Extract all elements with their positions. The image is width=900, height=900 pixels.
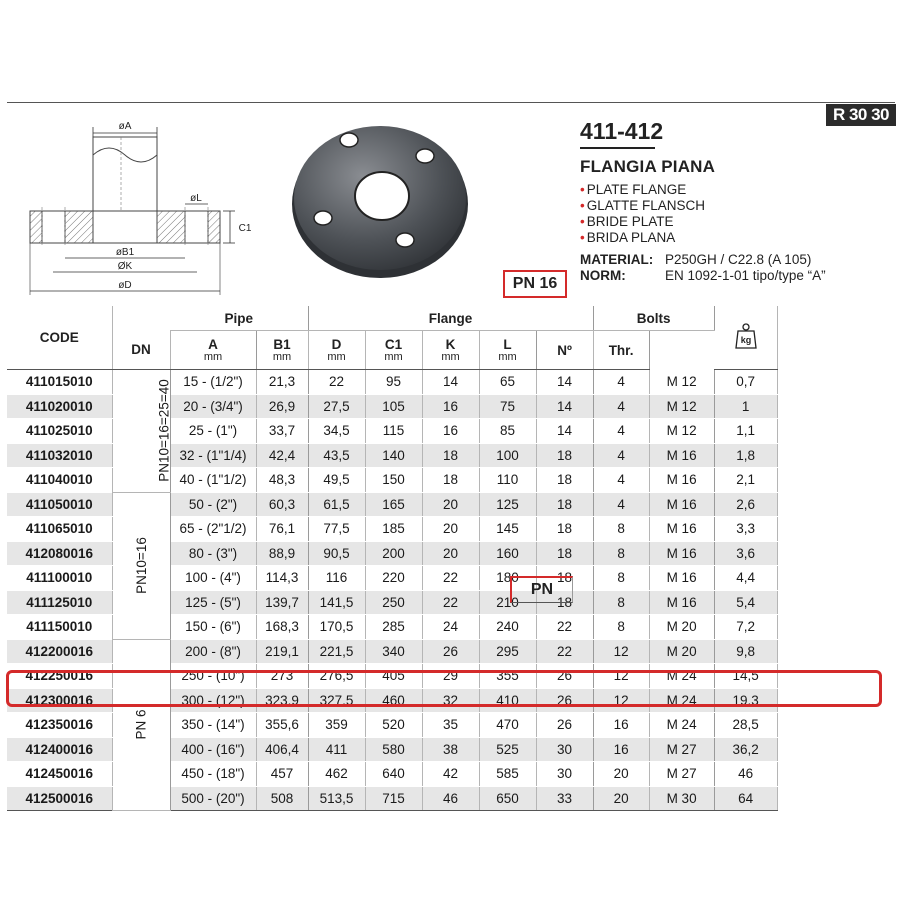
cell-d: 640 — [365, 762, 422, 787]
cell-kg: 3,3 — [714, 517, 777, 542]
cell-l: 18 — [536, 590, 593, 615]
cell-dn: 100 - (4") — [170, 566, 256, 591]
series-underline — [580, 147, 655, 149]
cell-kg: 5,4 — [714, 590, 777, 615]
cell-c1: 20 — [422, 541, 479, 566]
specification-table — [7, 306, 778, 811]
cell-kg: 7,2 — [714, 615, 777, 640]
cell-l: 18 — [536, 443, 593, 468]
translation-es: • BRIDA PLANA — [580, 230, 705, 246]
cell-d: 200 — [365, 541, 422, 566]
cell-d: 185 — [365, 517, 422, 542]
header-bolts: Bolts — [593, 306, 714, 331]
header-weight — [714, 306, 777, 370]
cell-dn: 20 - (3/4") — [170, 394, 256, 419]
cell-d: 285 — [365, 615, 422, 640]
cell-dn: 500 - (20") — [170, 786, 256, 811]
header-thr: Thr. — [593, 331, 649, 370]
catalog-badge: R 30 30 — [826, 104, 896, 126]
cell-a: 33,7 — [256, 419, 308, 444]
cell-d: 580 — [365, 737, 422, 762]
cell-c1: 42 — [422, 762, 479, 787]
cell-k: 585 — [479, 762, 536, 787]
cell-code: 411050010 — [7, 492, 112, 517]
cell-l: 22 — [536, 639, 593, 664]
cell-c1: 35 — [422, 713, 479, 738]
cell-code: 411125010 — [7, 590, 112, 615]
cell-a: 273 — [256, 664, 308, 689]
cell-thr: M 20 — [649, 639, 714, 664]
cell-b1: 221,5 — [308, 639, 365, 664]
cell-c1: 14 — [422, 370, 479, 395]
cell-no: 4 — [593, 394, 649, 419]
cell-d: 460 — [365, 688, 422, 713]
cell-b1: 327,5 — [308, 688, 365, 713]
cell-k: 85 — [479, 419, 536, 444]
cell-no: 12 — [593, 664, 649, 689]
cell-b1: 359 — [308, 713, 365, 738]
dim-a-label: øA — [118, 121, 132, 132]
cell-code: 411040010 — [7, 468, 112, 493]
cell-d: 105 — [365, 394, 422, 419]
cell-k: 145 — [479, 517, 536, 542]
cell-code: 411100010 — [7, 566, 112, 591]
cell-d: 520 — [365, 713, 422, 738]
table-row — [7, 639, 777, 664]
cell-thr: M 16 — [649, 517, 714, 542]
cell-dn: 125 - (5") — [170, 590, 256, 615]
cell-b1: 141,5 — [308, 590, 365, 615]
cell-no: 20 — [593, 762, 649, 787]
cell-b1: 411 — [308, 737, 365, 762]
cell-kg: 1,1 — [714, 419, 777, 444]
cell-dn: 200 - (8") — [170, 639, 256, 664]
cell-l: 26 — [536, 664, 593, 689]
cell-l: 14 — [536, 370, 593, 395]
cell-no: 4 — [593, 419, 649, 444]
cell-k: 75 — [479, 394, 536, 419]
cell-kg: 28,5 — [714, 713, 777, 738]
header-code: CODE — [7, 306, 112, 370]
cell-k: 525 — [479, 737, 536, 762]
cell-thr: M 16 — [649, 468, 714, 493]
cell-dn: 350 - (14") — [170, 713, 256, 738]
cell-code: 412350016 — [7, 713, 112, 738]
cell-pn-group: PN10=16 — [112, 492, 170, 639]
dim-d-label: øD — [118, 280, 132, 291]
cell-kg: 14,5 — [714, 664, 777, 689]
cell-kg: 2,1 — [714, 468, 777, 493]
cell-dn: 80 - (3") — [170, 541, 256, 566]
cell-code: 411032010 — [7, 443, 112, 468]
translation-en: • PLATE FLANGE — [580, 182, 705, 198]
cell-thr: M 16 — [649, 590, 714, 615]
cell-no: 16 — [593, 713, 649, 738]
cell-thr: M 12 — [649, 370, 714, 395]
cell-thr: M 27 — [649, 762, 714, 787]
cell-l: 30 — [536, 762, 593, 787]
cell-code: 412250016 — [7, 664, 112, 689]
cell-b1: 513,5 — [308, 786, 365, 811]
cell-thr: M 12 — [649, 394, 714, 419]
cell-a: 355,6 — [256, 713, 308, 738]
cell-kg: 46 — [714, 762, 777, 787]
cell-a: 457 — [256, 762, 308, 787]
cell-c1: 16 — [422, 394, 479, 419]
cell-code: 412200016 — [7, 639, 112, 664]
header-pipe: Pipe — [170, 306, 308, 331]
header-k: K mm — [422, 331, 479, 370]
cell-c1: 20 — [422, 517, 479, 542]
cell-k: 355 — [479, 664, 536, 689]
cell-c1: 16 — [422, 419, 479, 444]
cell-d: 95 — [365, 370, 422, 395]
cell-c1: 24 — [422, 615, 479, 640]
cell-thr: M 16 — [649, 443, 714, 468]
header-a: A mm — [170, 331, 256, 370]
cell-k: 470 — [479, 713, 536, 738]
cell-a: 21,3 — [256, 370, 308, 395]
dim-l-label: øL — [190, 193, 202, 204]
cell-pn-group: PN10=16=25=40 — [112, 370, 170, 493]
table-row — [7, 370, 777, 395]
cell-dn: 65 - (2"1/2) — [170, 517, 256, 542]
cell-b1: 61,5 — [308, 492, 365, 517]
cell-dn: 300 - (12") — [170, 688, 256, 713]
cell-kg: 0,7 — [714, 370, 777, 395]
cell-a: 42,4 — [256, 443, 308, 468]
cell-l: 33 — [536, 786, 593, 811]
cell-k: 125 — [479, 492, 536, 517]
cell-no: 8 — [593, 566, 649, 591]
cell-k: 210 — [479, 590, 536, 615]
cell-d: 150 — [365, 468, 422, 493]
cell-no: 12 — [593, 688, 649, 713]
cell-kg: 36,2 — [714, 737, 777, 762]
table-row — [7, 492, 777, 517]
cell-l: 26 — [536, 688, 593, 713]
cell-kg: 64 — [714, 786, 777, 811]
cell-no: 16 — [593, 737, 649, 762]
cell-no: 8 — [593, 615, 649, 640]
cell-a: 76,1 — [256, 517, 308, 542]
cell-code: 412300016 — [7, 688, 112, 713]
cell-b1: 27,5 — [308, 394, 365, 419]
header-l: L mm — [479, 331, 536, 370]
translation-fr: • BRIDE PLATE — [580, 214, 705, 230]
cell-b1: 43,5 — [308, 443, 365, 468]
cell-k: 65 — [479, 370, 536, 395]
cell-b1: 22 — [308, 370, 365, 395]
cell-kg: 2,6 — [714, 492, 777, 517]
cell-l: 18 — [536, 517, 593, 542]
translations-list — [580, 182, 705, 246]
cell-kg: 4,4 — [714, 566, 777, 591]
cell-kg: 1,8 — [714, 443, 777, 468]
cell-l: 18 — [536, 492, 593, 517]
cell-thr: M 16 — [649, 541, 714, 566]
cell-c1: 22 — [422, 590, 479, 615]
cell-thr: M 16 — [649, 566, 714, 591]
cell-d: 140 — [365, 443, 422, 468]
cell-d: 715 — [365, 786, 422, 811]
cell-a: 88,9 — [256, 541, 308, 566]
cell-a: 508 — [256, 786, 308, 811]
cell-l: 18 — [536, 541, 593, 566]
cell-l: 14 — [536, 394, 593, 419]
top-rule — [7, 102, 895, 103]
cell-l: 26 — [536, 713, 593, 738]
cell-b1: 170,5 — [308, 615, 365, 640]
cell-c1: 29 — [422, 664, 479, 689]
cell-a: 219,1 — [256, 639, 308, 664]
dim-k-label: ØK — [117, 261, 133, 272]
cell-thr: M 16 — [649, 492, 714, 517]
product-name: FLANGIA PIANA — [580, 157, 716, 176]
cell-b1: 90,5 — [308, 541, 365, 566]
cell-b1: 77,5 — [308, 517, 365, 542]
cell-d: 340 — [365, 639, 422, 664]
cell-dn: 150 - (6") — [170, 615, 256, 640]
header-no: Nº — [536, 331, 593, 370]
cell-d: 405 — [365, 664, 422, 689]
cell-code: 411065010 — [7, 517, 112, 542]
translation-de: • GLATTE FLANSCH — [580, 198, 705, 214]
cell-dn: 450 - (18") — [170, 762, 256, 787]
cell-no: 12 — [593, 639, 649, 664]
cell-d: 165 — [365, 492, 422, 517]
header-pn: PN — [510, 576, 573, 603]
cell-thr: M 27 — [649, 737, 714, 762]
material-label: MATERIAL: NORM: — [580, 252, 654, 283]
cell-thr: M 12 — [649, 419, 714, 444]
cell-k: 110 — [479, 468, 536, 493]
cell-dn: 25 - (1") — [170, 419, 256, 444]
cell-thr: M 30 — [649, 786, 714, 811]
cell-no: 4 — [593, 370, 649, 395]
cell-c1: 18 — [422, 443, 479, 468]
cell-c1: 32 — [422, 688, 479, 713]
cell-thr: M 20 — [649, 615, 714, 640]
cell-code: 411025010 — [7, 419, 112, 444]
cell-d: 220 — [365, 566, 422, 591]
cell-kg: 1 — [714, 394, 777, 419]
cell-k: 650 — [479, 786, 536, 811]
cell-kg: 3,6 — [714, 541, 777, 566]
cell-a: 168,3 — [256, 615, 308, 640]
cell-k: 160 — [479, 541, 536, 566]
cell-dn: 400 - (16") — [170, 737, 256, 762]
header-b1: B1 mm — [256, 331, 308, 370]
pn-badge: PN 16 — [503, 270, 567, 298]
cell-b1: 462 — [308, 762, 365, 787]
cell-a: 406,4 — [256, 737, 308, 762]
cell-c1: 38 — [422, 737, 479, 762]
cell-no: 4 — [593, 492, 649, 517]
cell-kg: 19,3 — [714, 688, 777, 713]
cell-l: 14 — [536, 419, 593, 444]
cell-code: 412450016 — [7, 762, 112, 787]
cell-a: 60,3 — [256, 492, 308, 517]
header-d: D mm — [308, 331, 365, 370]
cell-c1: 46 — [422, 786, 479, 811]
cell-dn: 50 - (2") — [170, 492, 256, 517]
cell-l: 18 — [536, 468, 593, 493]
cell-d: 250 — [365, 590, 422, 615]
cell-k: 295 — [479, 639, 536, 664]
cell-code: 411150010 — [7, 615, 112, 640]
dim-b1-label: øB1 — [115, 247, 135, 258]
cell-c1: 22 — [422, 566, 479, 591]
cell-a: 114,3 — [256, 566, 308, 591]
cell-code: 411020010 — [7, 394, 112, 419]
cell-l: 30 — [536, 737, 593, 762]
weight-icon-label: kg — [740, 335, 751, 345]
cell-code: 412500016 — [7, 786, 112, 811]
cell-kg: 9,8 — [714, 639, 777, 664]
flange-photo — [285, 118, 475, 283]
cell-no: 8 — [593, 590, 649, 615]
cell-d: 115 — [365, 419, 422, 444]
cell-c1: 26 — [422, 639, 479, 664]
dim-c1-label: C1 — [238, 223, 252, 234]
header-c1: C1 mm — [365, 331, 422, 370]
table-body — [7, 370, 777, 811]
cell-c1: 20 — [422, 492, 479, 517]
cell-b1: 276,5 — [308, 664, 365, 689]
material-value: P250GH / C22.8 (A 105) EN 1092-1-01 tipo/type “A” — [665, 252, 826, 283]
cell-k: 410 — [479, 688, 536, 713]
cell-l: 22 — [536, 615, 593, 640]
cell-dn: 250 - (10") — [170, 664, 256, 689]
cell-code: 412080016 — [7, 541, 112, 566]
cell-a: 48,3 — [256, 468, 308, 493]
cell-thr: M 24 — [649, 688, 714, 713]
cell-c1: 18 — [422, 468, 479, 493]
header-dn: DN — [112, 331, 170, 370]
cell-no: 4 — [593, 443, 649, 468]
flange-drawing — [25, 115, 250, 300]
weight-icon — [735, 323, 757, 349]
cell-pn-group: PN 6 — [112, 639, 170, 811]
cell-no: 4 — [593, 468, 649, 493]
cell-k: 240 — [479, 615, 536, 640]
cell-l: 18 — [536, 566, 593, 591]
cell-no: 8 — [593, 541, 649, 566]
cell-thr: M 24 — [649, 664, 714, 689]
cell-dn: 40 - (1"1/2) — [170, 468, 256, 493]
cell-no: 8 — [593, 517, 649, 542]
series-code: 411-412 — [580, 118, 664, 144]
cell-dn: 32 - (1"1/4) — [170, 443, 256, 468]
cell-code: 411015010 — [7, 370, 112, 395]
cell-code: 412400016 — [7, 737, 112, 762]
cell-b1: 49,5 — [308, 468, 365, 493]
header-flange: Flange — [308, 306, 593, 331]
cell-a: 139,7 — [256, 590, 308, 615]
cell-b1: 34,5 — [308, 419, 365, 444]
cell-b1: 116 — [308, 566, 365, 591]
cell-k: 180 — [479, 566, 536, 591]
cell-k: 100 — [479, 443, 536, 468]
cell-a: 26,9 — [256, 394, 308, 419]
cell-no: 20 — [593, 786, 649, 811]
cell-thr: M 24 — [649, 713, 714, 738]
cell-dn: 15 - (1/2") — [170, 370, 256, 395]
cell-a: 323,9 — [256, 688, 308, 713]
